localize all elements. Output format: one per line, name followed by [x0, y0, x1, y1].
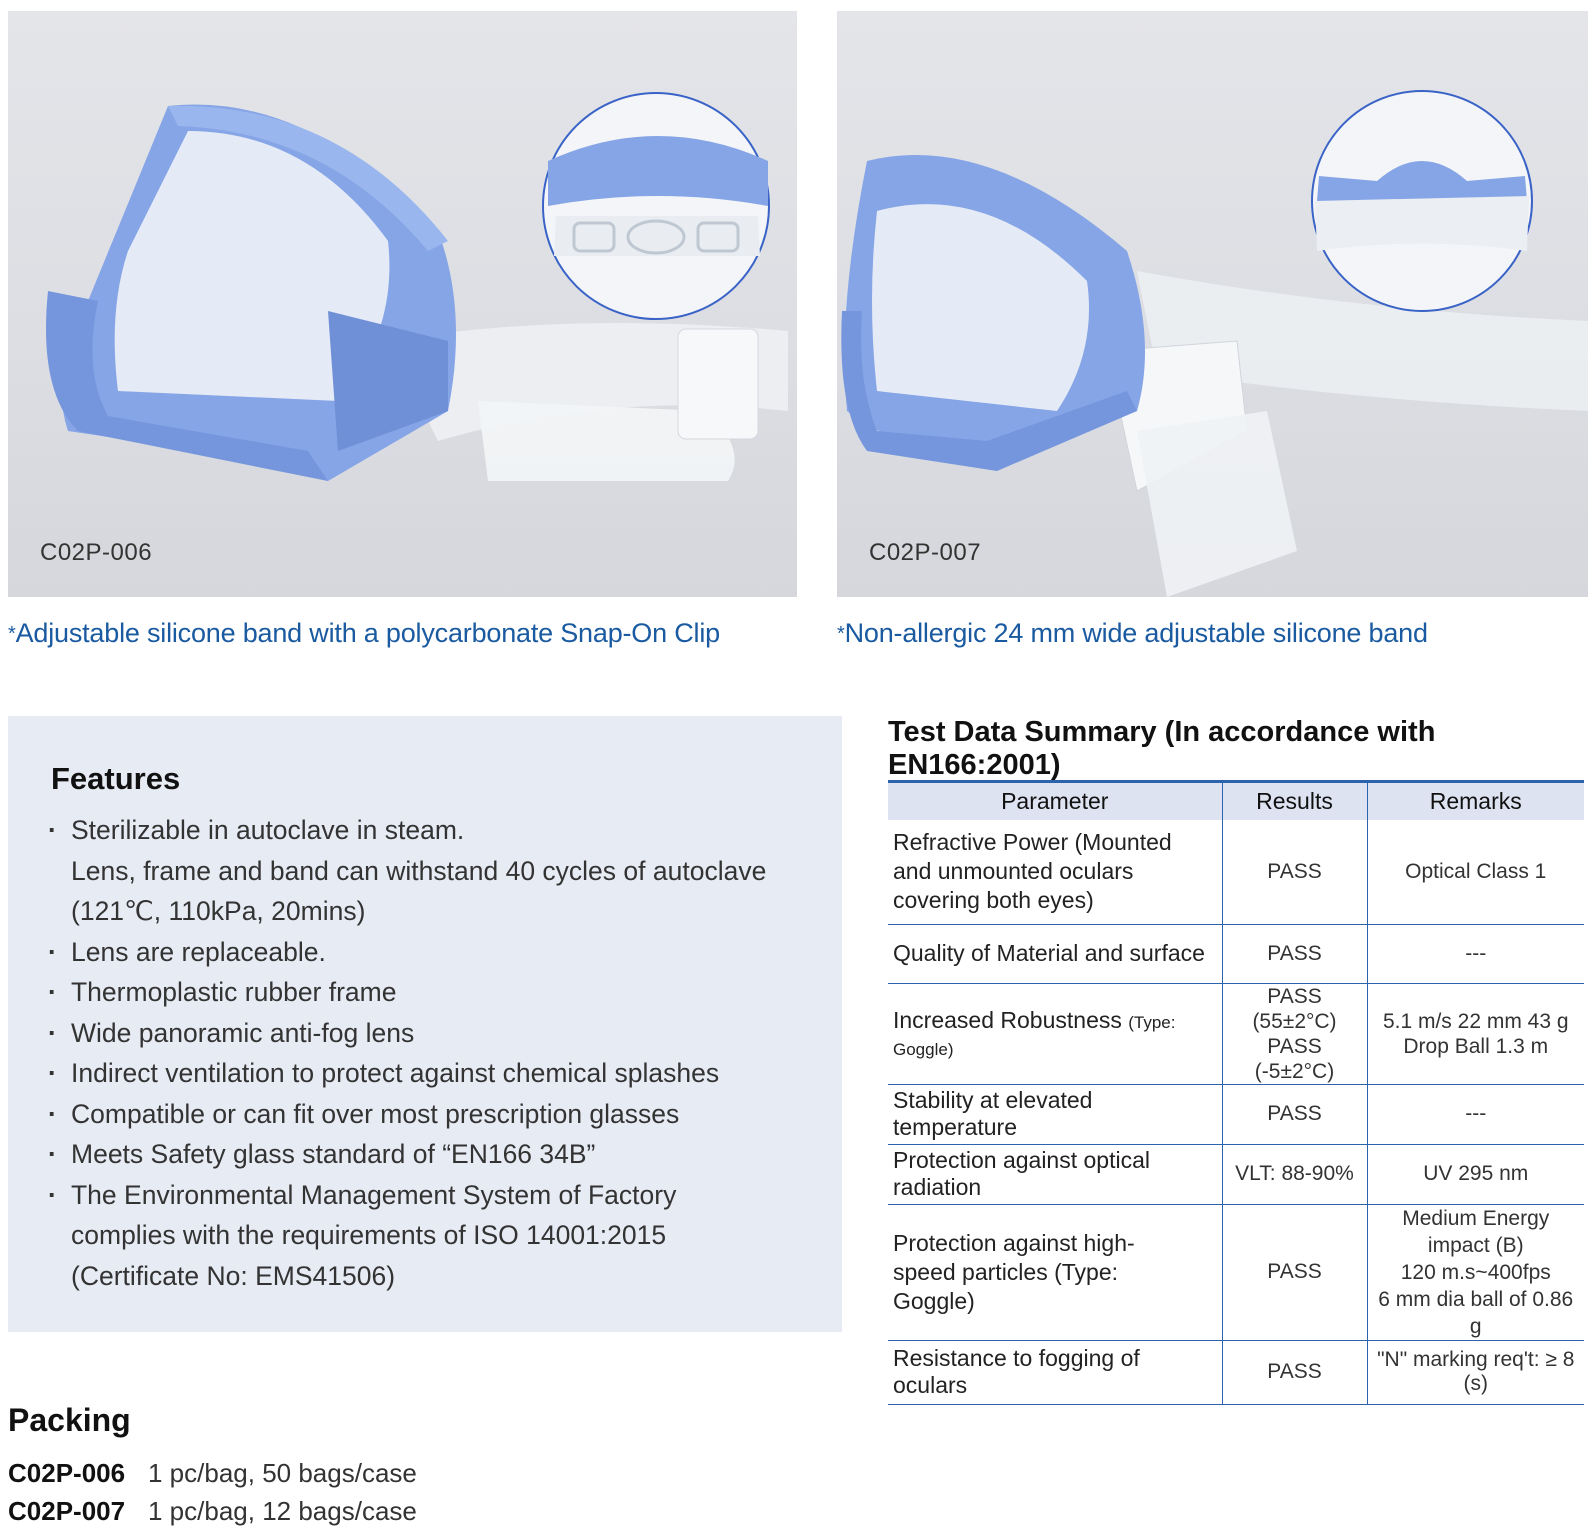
table-row — [888, 983, 1584, 1084]
table-row — [888, 1340, 1584, 1404]
feature-line: · Thermoplastic rubber frame — [71, 977, 397, 1007]
feature-line: · Indirect ventilation to protect against chemical splashes — [71, 1058, 720, 1088]
feature-item — [46, 810, 826, 932]
cell-remarks: Optical Class 1 — [1367, 820, 1584, 924]
table-row — [888, 1084, 1584, 1144]
packing-title: Packing — [8, 1402, 131, 1438]
caption-star: * — [8, 623, 16, 645]
table-header-row — [888, 782, 1584, 821]
detail-inset-clip — [8, 11, 797, 597]
packing-desc: 1 pc/bag, 50 bags/case — [148, 1458, 417, 1488]
table-row — [888, 1144, 1584, 1204]
cell-parameter: Refractive Power (Mounted and unmounted oculars covering both eyes) — [888, 820, 1222, 924]
feature-line: · Wide panoramic anti-fog lens — [71, 1017, 415, 1048]
feature-item — [46, 1094, 826, 1135]
model-label: C02P-007 — [869, 539, 982, 566]
cell-results: PASS — [1222, 1340, 1367, 1404]
feature-line: · Compatible or can fit over most prescription glasses — [71, 1098, 680, 1129]
packing-code: C02P-007 — [8, 1496, 126, 1526]
feature-item — [46, 972, 826, 1013]
caption-star: * — [837, 623, 845, 645]
header-parameter: Parameter — [1001, 788, 1109, 814]
cell-remarks: 5.1 m/s 22 mm 43 g Drop Ball 1.3 m — [1367, 983, 1584, 1084]
features-list — [46, 810, 826, 1296]
packing-row — [8, 1496, 417, 1527]
feature-line: · Meets Safety glass standard of “EN166 34B” — [71, 1139, 596, 1169]
caption-text: Non-allergic 24 mm wide adjustable silicone band — [844, 618, 1428, 648]
model-label: C02P-006 — [40, 539, 153, 566]
cell-results: VLT: 88-90% — [1222, 1144, 1367, 1204]
cell-parameter: Quality of Material and surface — [888, 924, 1222, 983]
test-data-title: Test Data Summary (In accordance with EN166:2001) — [888, 716, 1436, 781]
cell-results: PASS — [1222, 1084, 1367, 1144]
feature-line: complies with the requirements of ISO 14001:2015 — [71, 1220, 667, 1250]
feature-item — [46, 1053, 826, 1094]
parameter-text: Increased Robustness — [893, 1006, 1122, 1033]
cell-results: PASS — [1222, 820, 1367, 924]
test-data-table — [888, 780, 1584, 1405]
feature-line: Lens, frame and band can withstand 40 cycles of autoclave — [71, 855, 767, 886]
feature-line: · The Environmental Management System of Factory — [71, 1179, 677, 1210]
feature-item — [46, 1175, 826, 1297]
packing-code: C02P-006 — [8, 1458, 126, 1488]
caption-text: Adjustable silicone band with a polycarbonate Snap-On Clip — [15, 618, 720, 648]
table-row — [888, 820, 1584, 924]
features-panel — [8, 716, 842, 1332]
photo-caption-2 — [837, 618, 1428, 649]
feature-item — [46, 1134, 826, 1175]
product-photo-c02p-006 — [8, 11, 797, 597]
feature-line: · Sterilizable in autoclave in steam. — [71, 815, 465, 845]
feature-line: · Lens are replaceable. — [71, 936, 326, 967]
photo-caption-1 — [8, 618, 720, 649]
cell-parameter: Protection against high-speed particles (Type: Goggle) — [888, 1204, 1222, 1340]
cell-results: PASS — [1222, 924, 1367, 983]
packing-desc: 1 pc/bag, 12 bags/case — [148, 1496, 417, 1526]
feature-item — [46, 932, 826, 973]
features-title: Features — [51, 761, 181, 796]
cell-parameter: Stability at elevated temperature — [888, 1084, 1222, 1144]
cell-remarks: --- — [1367, 1084, 1584, 1144]
product-photo-c02p-007 — [837, 11, 1588, 597]
feature-item — [46, 1013, 826, 1054]
header-remarks: Remarks — [1429, 788, 1522, 814]
detail-inset-band — [837, 11, 1588, 597]
cell-results: PASS (55±2°C) PASS (-5±2°C) — [1222, 983, 1367, 1084]
packing-row — [8, 1458, 417, 1489]
cell-parameter — [888, 983, 1222, 1084]
feature-line: (Certificate No: EMS41506) — [71, 1260, 396, 1291]
cell-remarks: "N" marking req't: ≥ 8 (s) — [1367, 1340, 1584, 1404]
cell-remarks: Medium Energy impact (B) 120 m.s~400fps 6 mm dia ball of 0.86 g — [1367, 1204, 1584, 1340]
header-results: Results — [1222, 782, 1367, 821]
cell-parameter: Resistance to fogging of oculars — [888, 1340, 1222, 1404]
table-row — [888, 1204, 1584, 1340]
feature-line: (121℃, 110kPa, 20mins) — [71, 896, 366, 926]
cell-results: PASS — [1222, 1204, 1367, 1340]
cell-parameter: Protection against optical radiation — [888, 1144, 1222, 1204]
table-row — [888, 924, 1584, 983]
cell-remarks: --- — [1367, 924, 1584, 983]
cell-remarks: UV 295 nm — [1367, 1144, 1584, 1204]
parameter-note: (Type: Goggle) — [893, 1012, 1176, 1059]
